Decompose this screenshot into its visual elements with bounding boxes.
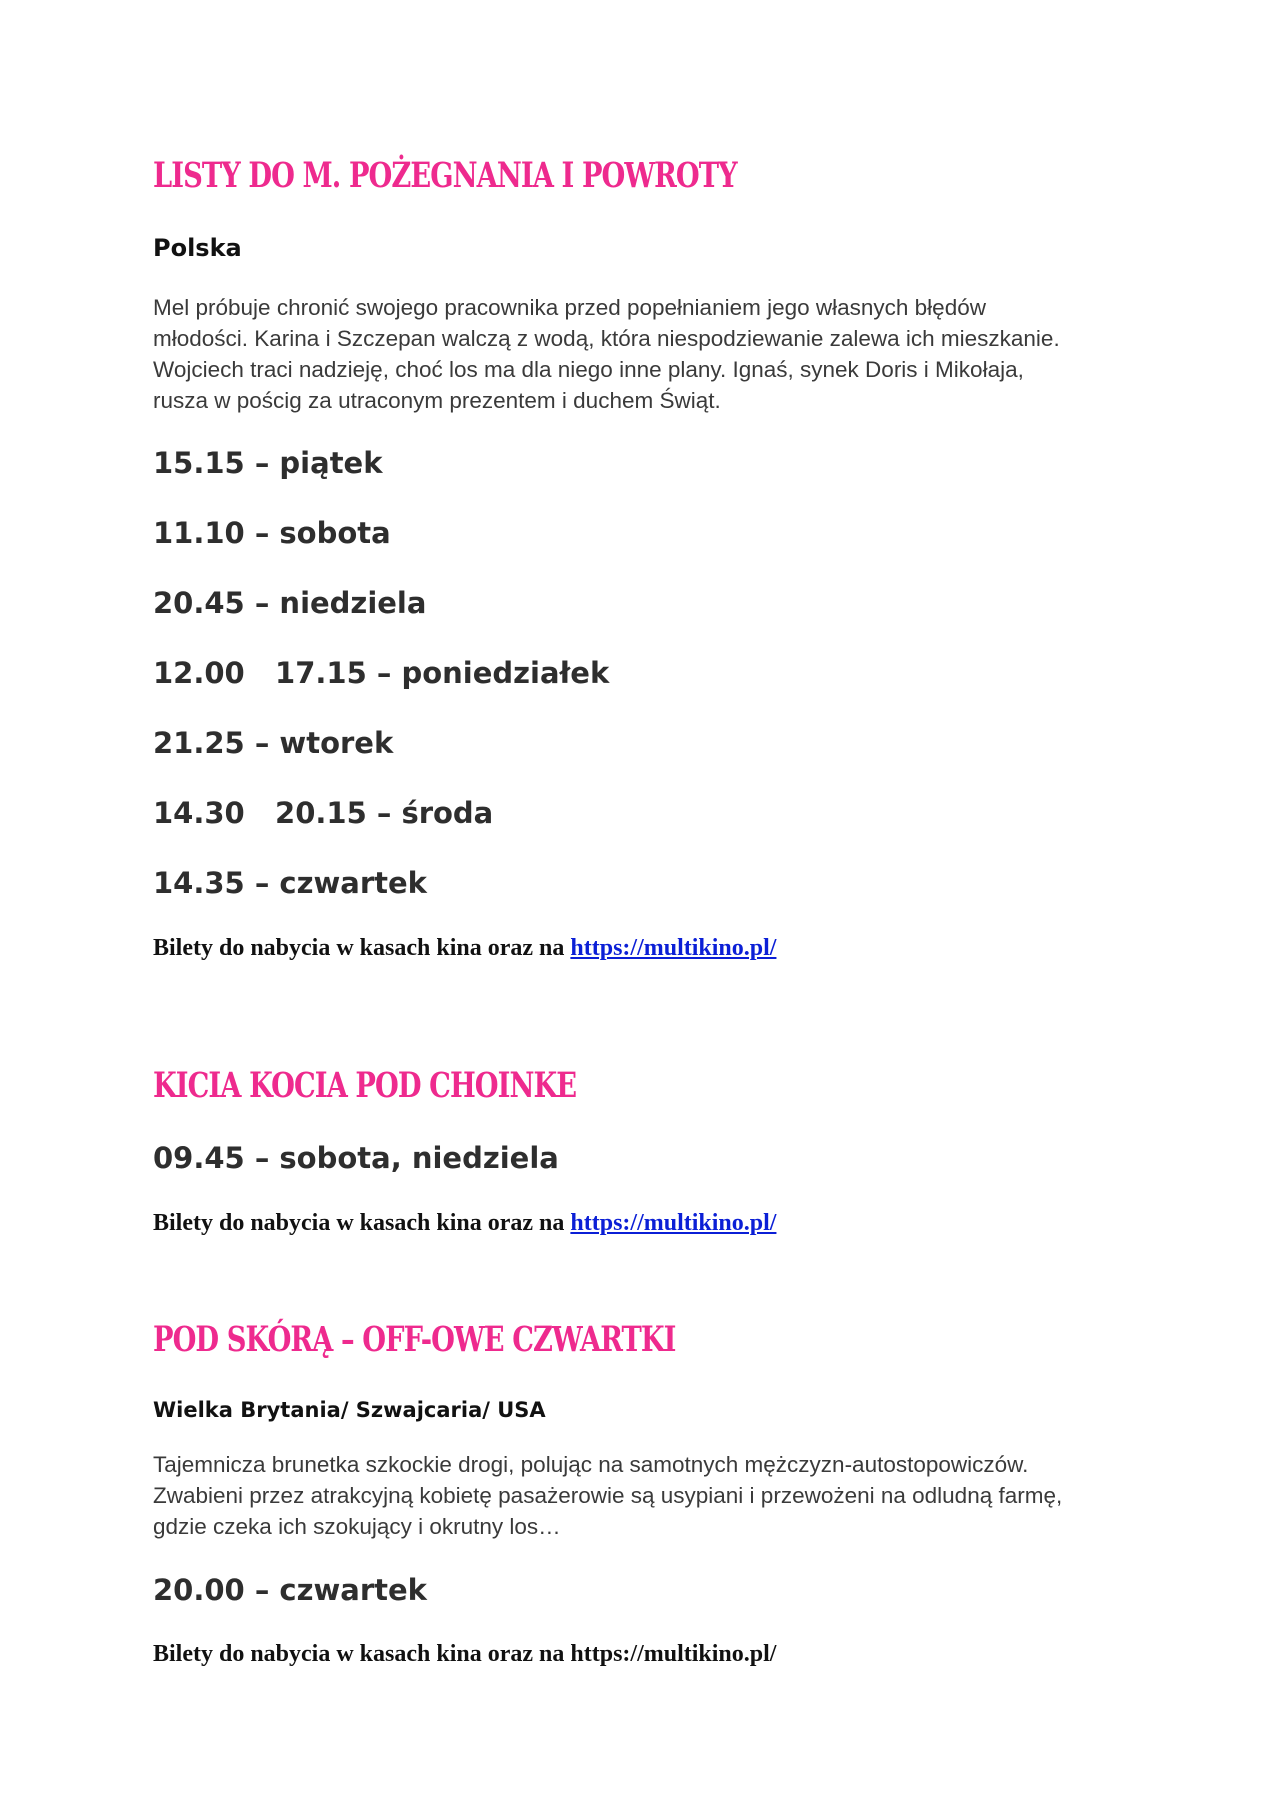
movie-country: Polska: [153, 234, 242, 262]
movie-country: Wielka Brytania/ Szwajcaria/ USA: [153, 1398, 546, 1422]
description-line: Zwabieni przez atrakcyjną kobietę pasażerowie są usypiani i przewożeni na odludną farmę,: [153, 1483, 1063, 1508]
showtime: 09.45 – sobota, niedziela: [153, 1141, 559, 1175]
showtime: 15.15 – piątek: [153, 446, 383, 480]
description-line: młodości. Karina i Szczepan walczą z wodą, która niespodziewanie zalewa ich mieszkanie.: [153, 326, 1060, 351]
tickets-link[interactable]: https://multikino.pl/: [570, 935, 777, 961]
showtime: 12.00 17.15 – poniedziałek: [153, 656, 610, 690]
tickets-text: Bilety do nabycia w kasach kina oraz na: [153, 1641, 571, 1667]
tickets-info: [153, 1642, 776, 1666]
showtime: 21.25 – wtorek: [153, 726, 394, 760]
showtime: 14.35 – czwartek: [153, 866, 427, 900]
movie-title: LISTY DO M. POŻEGNANIA I POWROTY: [153, 155, 737, 196]
movie-title: POD SKÓRĄ – OFF-OWE CZWARTKI: [153, 1319, 676, 1360]
tickets-info: [153, 1211, 776, 1235]
showtime: 20.45 – niedziela: [153, 586, 427, 620]
description-line: rusza w pościg za utraconym prezentem i duchem Świąt.: [153, 388, 721, 413]
showtime: 20.00 – czwartek: [153, 1573, 427, 1607]
description-line: gdzie czeka ich szokujący i okrutny los…: [153, 1514, 561, 1539]
tickets-url-text: https://multikino.pl/: [570, 1641, 777, 1667]
movie-description: [153, 1449, 1173, 1542]
movie-title: KICIA KOCIA POD CHOINKE: [153, 1065, 577, 1106]
movie-description: [153, 292, 1173, 416]
tickets-link[interactable]: https://multikino.pl/: [570, 1210, 777, 1236]
tickets-info: [153, 936, 776, 960]
description-line: Tajemnicza brunetka szkockie drogi, polując na samotnych mężczyzn-autostopowiczów.: [153, 1452, 1029, 1477]
description-line: Wojciech traci nadzieję, choć los ma dla niego inne plany. Ignaś, synek Doris i Mikołaja,: [153, 357, 1024, 382]
tickets-text: Bilety do nabycia w kasach kina oraz na: [153, 935, 571, 961]
tickets-text: Bilety do nabycia w kasach kina oraz na: [153, 1210, 571, 1236]
description-line: Mel próbuje chronić swojego pracownika przed popełnianiem jego własnych błędów: [153, 295, 986, 320]
showtime: 11.10 – sobota: [153, 516, 391, 550]
showtime: 14.30 20.15 – środa: [153, 796, 494, 830]
